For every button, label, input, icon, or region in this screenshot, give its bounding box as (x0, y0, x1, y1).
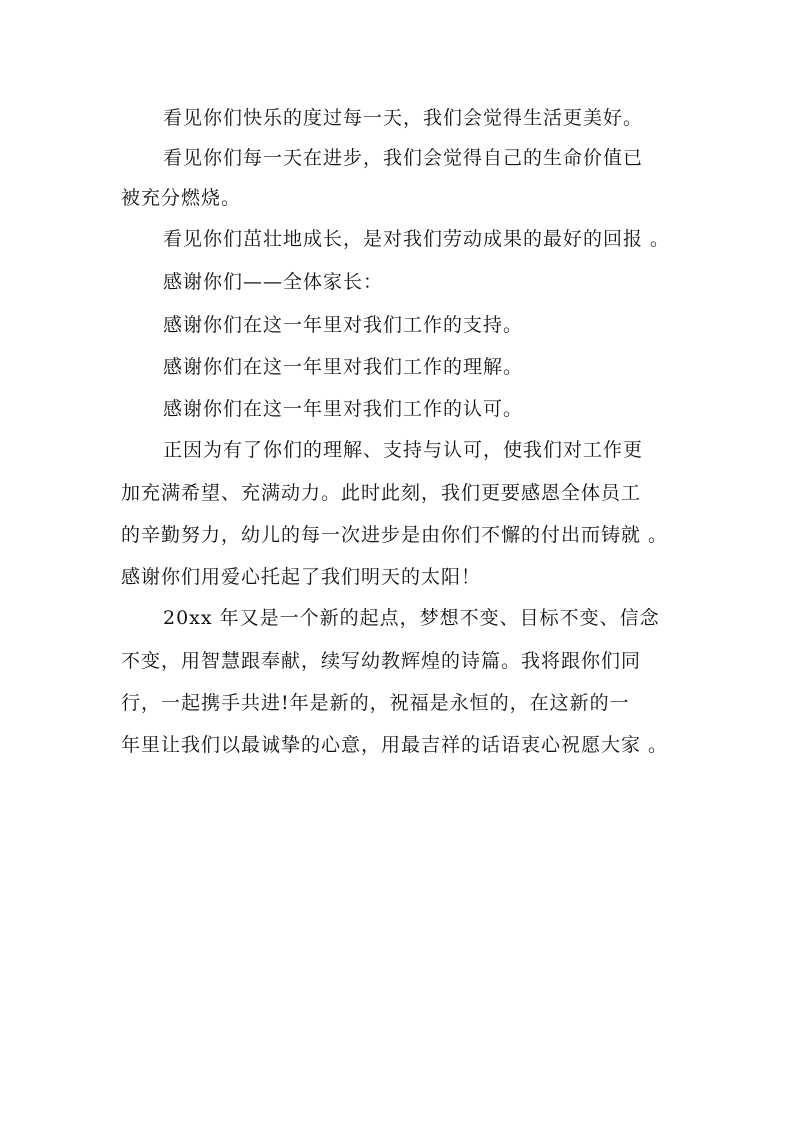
text-line: 被充分燃烧。 (121, 187, 242, 209)
text-line: 看见你们茁壮地成长，是对我们劳动成果的最好的回报 。 (163, 228, 671, 250)
text-line: 感谢你们在这一年里对我们工作的理解。 (163, 356, 524, 378)
text-line: 看见你们每一天在进步，我们会觉得自己的生命价值已 (163, 147, 644, 169)
text-line: 不变，用智慧跟奉献，续写幼教辉煌的诗篇。我将跟你们同 (121, 650, 642, 672)
text-line: 20xx 年又是一个新的起点，梦想不变、目标不变、信念 (163, 607, 660, 629)
text-line: 感谢你们在这一年里对我们工作的认可。 (163, 398, 524, 420)
text-line: 看见你们快乐的度过每一天，我们会觉得生活更美好。 (163, 107, 644, 129)
text-line: 行，一起携手共进!年是新的，祝福是永恒的，在这新的一 (121, 692, 630, 714)
text-line: 年里让我们以最诚挚的心意，用最吉祥的话语衷心祝愿大家 。 (121, 734, 669, 756)
text-line: 感谢你们在这一年里对我们工作的支持。 (163, 314, 524, 336)
text-line: 感谢你们用爱心托起了我们明天的太阳！ (121, 566, 482, 588)
text-line: 感谢你们——全体家长： (163, 271, 384, 293)
text-line: 加充满希望、充满动力。此时此刻，我们更要感恩全体员工 (121, 482, 642, 504)
text-line: 的辛勤努力，幼儿的每一次进步是由你们不懈的付出而铸就 。 (121, 524, 669, 546)
text-line: 正因为有了你们的理解、支持与认可，使我们对工作更 (163, 439, 644, 461)
